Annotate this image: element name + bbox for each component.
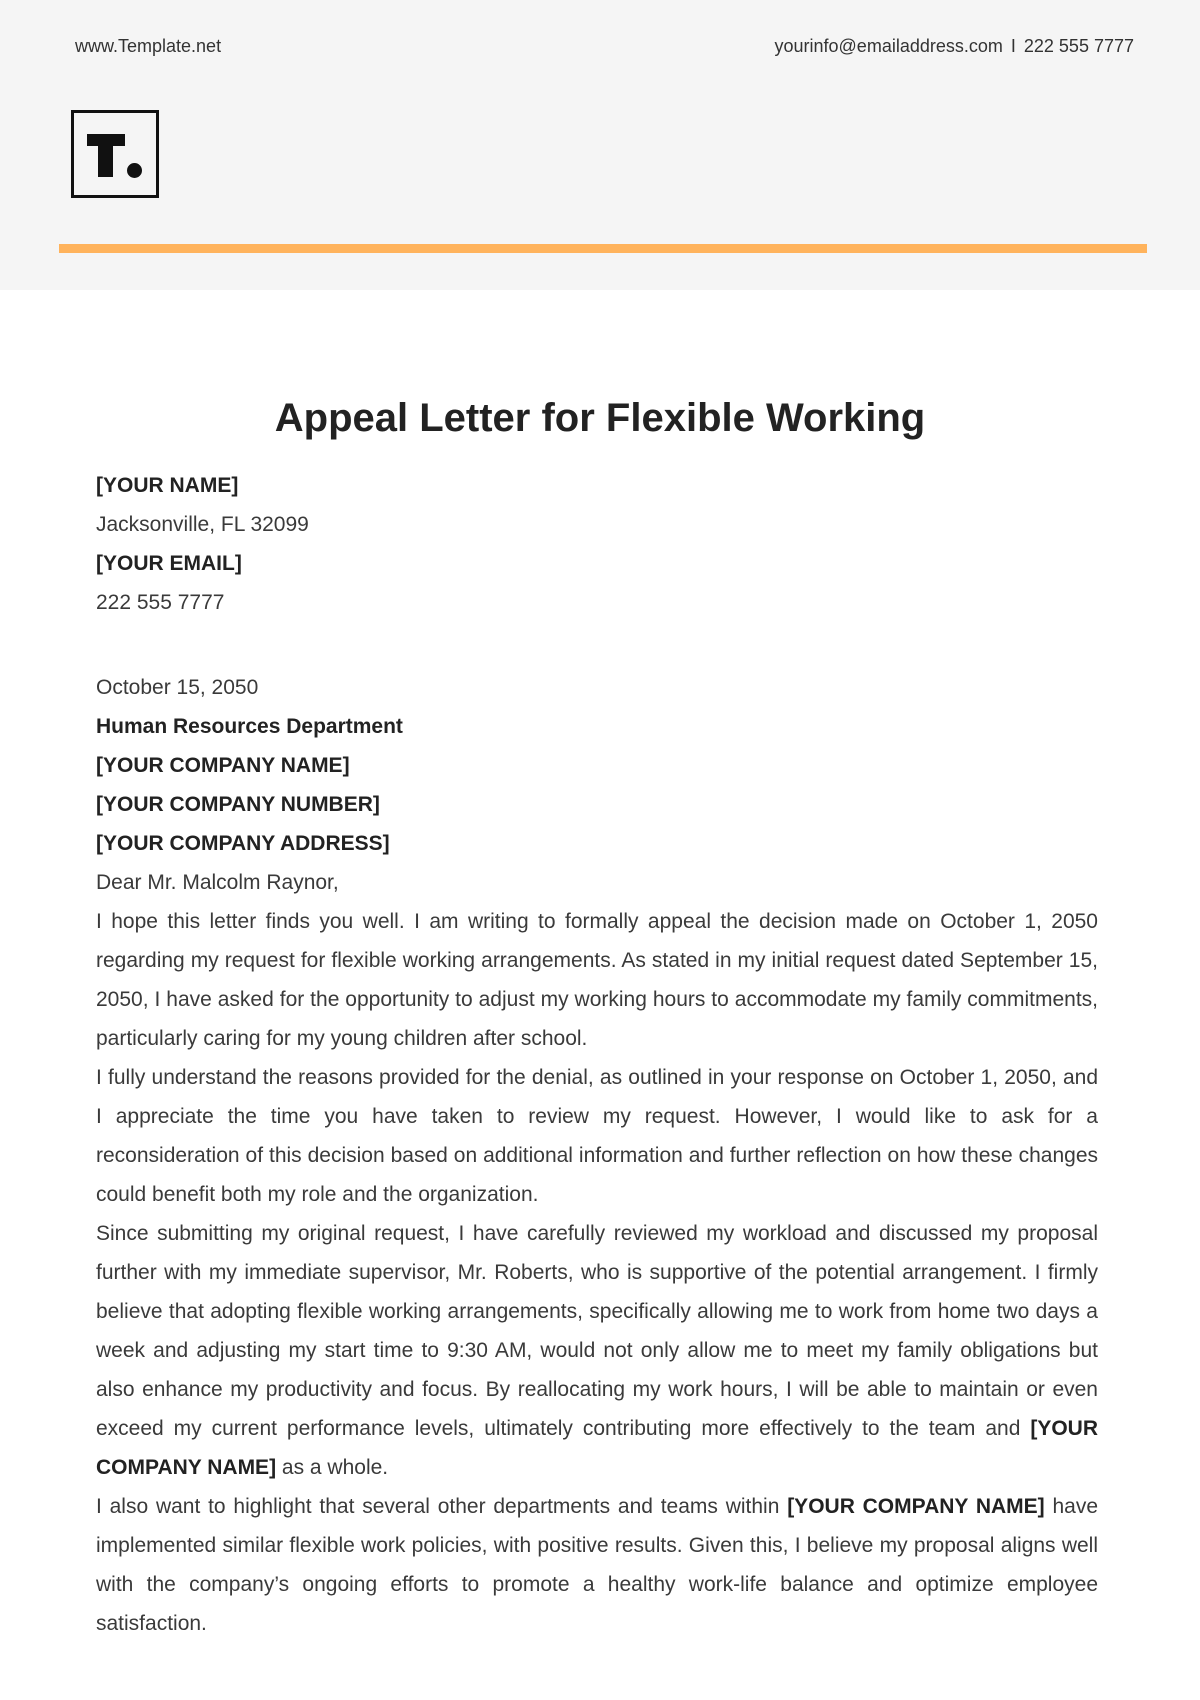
paragraph-4-text-a: I also want to highlight that several other departments and teams within [96, 1495, 788, 1518]
recipient-company-address: [YOUR COMPANY ADDRESS] [96, 832, 390, 855]
logo-dot [127, 163, 142, 178]
salutation: Dear Mr. Malcolm Raynor, [96, 871, 339, 894]
paragraph-3-text-b: as a whole. [276, 1456, 389, 1479]
contact-info [775, 36, 1135, 57]
contact-email: yourinfo@emailaddress.com [774, 36, 1003, 56]
paragraph-3-company: [YOUR COMPANY NAME] [96, 1417, 1098, 1479]
sender-city: Jacksonville, FL 32099 [96, 513, 309, 536]
spacer [96, 622, 1098, 668]
recipient-company-name: [YOUR COMPANY NAME] [96, 754, 350, 777]
paragraph-1: I hope this letter finds you well. I am writing to formally appeal the decision made on October 1, 2050 regarding my request for flexible working arrangements. As stated in my initial request dated September 15, 2050, I have asked for the opportunity to adjust my working hours to accommodate my family commitments, particularly caring for my young children after school. [96, 910, 1098, 1050]
letter-title: Appeal Letter for Flexible Working [274, 396, 926, 440]
letter-date: October 15, 2050 [96, 676, 259, 699]
contact-separator: I [1010, 36, 1016, 56]
recipient-company-number: [YOUR COMPANY NUMBER] [96, 793, 380, 816]
accent-divider [59, 244, 1147, 253]
paragraph-3 [96, 1214, 1098, 1487]
logo-t-stem [98, 134, 113, 177]
template-logo-icon [71, 110, 159, 198]
paragraph-3-text-a: Since submitting my original request, I have carefully reviewed my workload and discussed my proposal further with my immediate supervisor, Mr. Roberts, who is supportive of the potential arrangement. I firmly believe that adopting flexible working arrangements, specifically allowing me to work from home two days a week and adjusting my start time to 9:30 AM, would not only allow me to meet my family obligations but also enhance my productivity and focus. By reallocating my work hours, I will be able to maintain or even exceed my current performance levels, ultimately contributing more effectively to the team and [96, 1222, 1098, 1440]
letter-body [96, 466, 1098, 1643]
letterhead [0, 0, 1200, 290]
sender-name: [YOUR NAME] [96, 474, 239, 497]
sender-email: [YOUR EMAIL] [96, 552, 242, 575]
paragraph-2: I fully understand the reasons provided for the denial, as outlined in your response on October 1, 2050, and I appreciate the time you have taken to review my request. However, I would like to ask for a reconsideration of this decision based on additional information and further reflection on how these changes could benefit both my role and the organization. [96, 1066, 1098, 1206]
paragraph-4-company: [YOUR COMPANY NAME] [787, 1495, 1045, 1518]
recipient-department: Human Resources Department [96, 715, 403, 738]
contact-phone: 222 555 7777 [1023, 36, 1134, 56]
sender-phone: 222 555 7777 [96, 591, 225, 614]
paragraph-4 [96, 1487, 1098, 1643]
website-url: www.Template.net [75, 36, 222, 56]
paragraph-4-text-b: have implemented similar flexible work policies, with positive results. Given this, I believe my proposal aligns well with the company’s ongoing efforts to promote a healthy work-life balance and optimize employee satisfaction. [96, 1495, 1099, 1635]
